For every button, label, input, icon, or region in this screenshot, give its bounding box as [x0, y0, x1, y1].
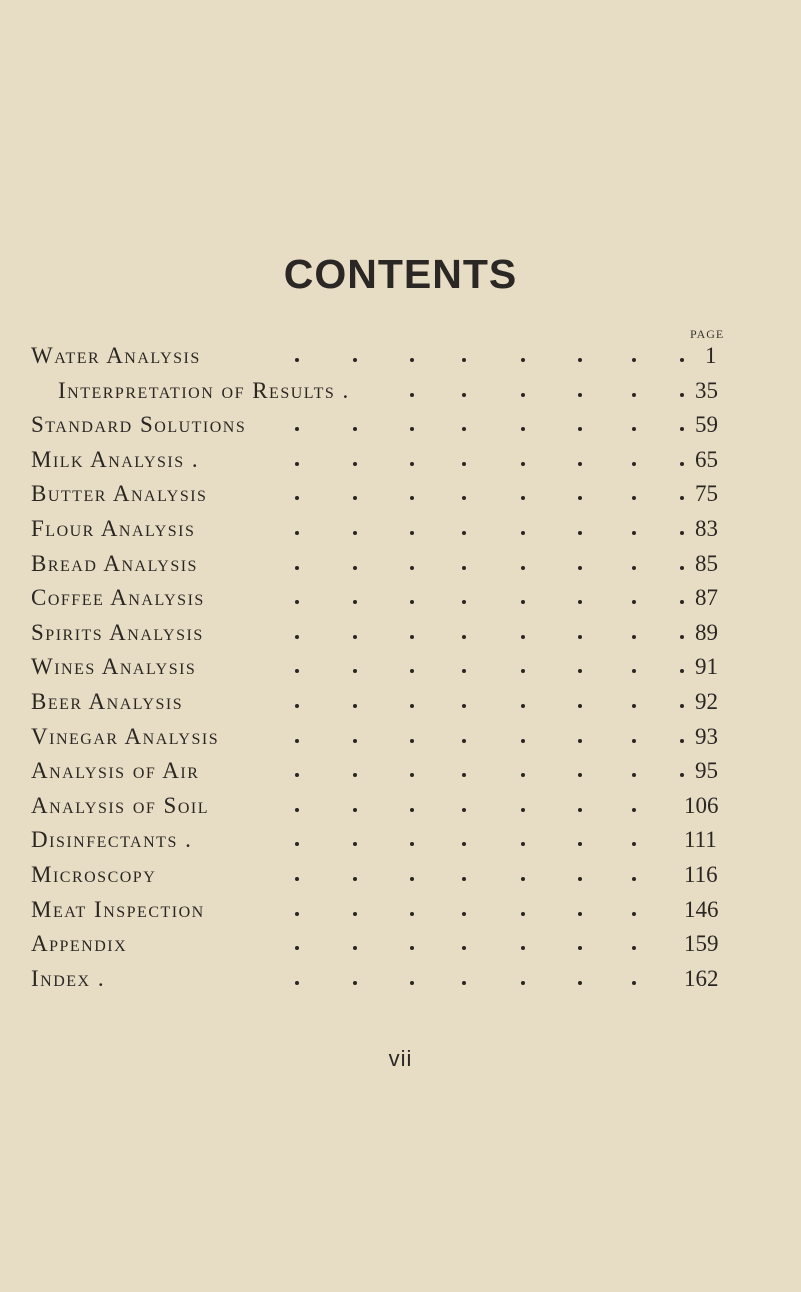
toc-entry-label: Index .	[31, 965, 106, 991]
leader-dot	[578, 669, 582, 673]
toc-entry-label: Appendix	[31, 931, 128, 957]
leader-dot	[578, 635, 582, 639]
leader-dot	[410, 704, 414, 708]
leader-dot	[410, 877, 414, 881]
leader-dot	[353, 808, 357, 812]
toc-entry	[0, 722, 801, 752]
leader-dot	[410, 773, 414, 777]
leader-dot	[295, 877, 299, 881]
toc-entry-page: 65	[695, 446, 718, 472]
leader-dot	[521, 912, 525, 916]
leader-dot	[578, 462, 582, 466]
leader-dot	[632, 808, 636, 812]
leader-dot	[410, 462, 414, 466]
leader-dot	[462, 912, 466, 916]
toc-entry-label: Flour Analysis	[31, 516, 196, 541]
leader-dot	[578, 600, 582, 604]
leader-dot	[462, 842, 466, 846]
dot-leader	[0, 687, 801, 717]
leader-dot	[462, 635, 466, 639]
leader-dot	[353, 981, 357, 985]
leader-dot	[521, 773, 525, 777]
leader-dot	[353, 773, 357, 777]
leader-dot	[295, 739, 299, 743]
leader-dot	[410, 808, 414, 812]
leader-dot	[578, 358, 582, 362]
leader-dot	[410, 739, 414, 743]
toc-entry-label: Butter Analysis	[31, 481, 208, 507]
toc-entry-page: 106	[684, 792, 719, 818]
dot-leader	[0, 791, 801, 821]
leader-dot	[680, 600, 684, 604]
leader-dot	[578, 773, 582, 777]
leader-dot	[632, 531, 636, 535]
toc-entry-label: Bread Analysis	[31, 550, 198, 576]
leader-dot	[295, 808, 299, 812]
leader-dot	[578, 393, 582, 397]
leader-dot	[632, 427, 636, 431]
toc-entry	[0, 756, 801, 786]
leader-dot	[632, 600, 636, 604]
toc-entry-page: 75	[695, 481, 718, 507]
leader-dot	[578, 946, 582, 950]
toc-entry	[0, 895, 801, 925]
leader-dot	[462, 704, 466, 708]
leader-dot	[578, 739, 582, 743]
toc-entry-label: Interpretation of Results .	[58, 377, 350, 403]
leader-dot	[680, 393, 684, 397]
leader-dot	[295, 981, 299, 985]
leader-dot	[680, 427, 684, 431]
leader-dot	[521, 739, 525, 743]
leader-dot	[462, 496, 466, 500]
toc-entry-page: 83	[695, 516, 718, 541]
leader-dot	[680, 669, 684, 673]
toc-entry-page: 89	[695, 619, 718, 645]
toc-entry-page: 87	[695, 585, 718, 611]
toc-entry-page: 1	[705, 343, 717, 368]
toc-entry-page: 59	[695, 412, 718, 438]
toc-entry	[0, 479, 801, 509]
toc-entry	[0, 514, 801, 544]
leader-dot	[295, 946, 299, 950]
leader-dot	[632, 358, 636, 362]
toc-entry-label: Wines Analysis	[31, 654, 197, 680]
toc-entry-label: Microscopy	[31, 862, 157, 887]
leader-dot	[295, 773, 299, 777]
dot-leader	[0, 549, 801, 579]
leader-dot	[353, 946, 357, 950]
leader-dot	[410, 946, 414, 950]
leader-dot	[521, 808, 525, 812]
leader-dot	[578, 566, 582, 570]
toc-entry-page: 93	[695, 723, 718, 749]
leader-dot	[521, 635, 525, 639]
leader-dot	[578, 981, 582, 985]
toc-entry	[0, 376, 801, 406]
leader-dot	[521, 462, 525, 466]
toc-entry	[0, 687, 801, 717]
leader-dot	[632, 981, 636, 985]
dot-leader	[0, 479, 801, 509]
leader-dot	[295, 531, 299, 535]
leader-dot	[521, 393, 525, 397]
toc-entry-page: 95	[695, 758, 718, 784]
toc-entry-label: Coffee Analysis	[31, 585, 205, 611]
leader-dot	[353, 877, 357, 881]
leader-dot	[632, 773, 636, 777]
leader-dot	[295, 358, 299, 362]
leader-dot	[680, 358, 684, 362]
leader-dot	[578, 842, 582, 846]
leader-dot	[578, 912, 582, 916]
leader-dot	[462, 427, 466, 431]
dot-leader	[0, 583, 801, 613]
leader-dot	[632, 739, 636, 743]
leader-dot	[680, 635, 684, 639]
toc-entry-label: Disinfectants .	[31, 827, 193, 853]
leader-dot	[632, 635, 636, 639]
leader-dot	[410, 531, 414, 535]
leader-dot	[680, 566, 684, 570]
leader-dot	[521, 600, 525, 604]
leader-dot	[462, 877, 466, 881]
dot-leader	[0, 860, 801, 890]
leader-dot	[353, 427, 357, 431]
toc-entry	[0, 929, 801, 959]
toc-entry-page: 92	[695, 689, 718, 714]
leader-dot	[353, 566, 357, 570]
leader-dot	[410, 566, 414, 570]
dot-leader	[0, 895, 801, 925]
leader-dot	[578, 531, 582, 535]
toc-entry	[0, 549, 801, 579]
leader-dot	[462, 393, 466, 397]
leader-dot	[680, 496, 684, 500]
toc-entry-page: 146	[684, 896, 719, 922]
toc-entry-label: Analysis of Soil	[31, 792, 209, 818]
leader-dot	[521, 496, 525, 500]
toc-entry-page: 116	[684, 862, 718, 887]
leader-dot	[462, 600, 466, 604]
leader-dot	[521, 842, 525, 846]
toc-entry-page: 111	[684, 827, 717, 853]
leader-dot	[462, 462, 466, 466]
leader-dot	[578, 427, 582, 431]
leader-dot	[410, 669, 414, 673]
dot-leader	[0, 376, 801, 406]
leader-dot	[632, 877, 636, 881]
leader-dot	[295, 669, 299, 673]
leader-dot	[410, 981, 414, 985]
leader-dot	[521, 531, 525, 535]
leader-dot	[521, 946, 525, 950]
toc-entry-page: 162	[684, 965, 719, 991]
leader-dot	[632, 946, 636, 950]
dot-leader	[0, 618, 801, 648]
leader-dot	[462, 669, 466, 673]
leader-dot	[410, 496, 414, 500]
leader-dot	[295, 704, 299, 708]
leader-dot	[578, 877, 582, 881]
leader-dot	[353, 496, 357, 500]
dot-leader	[0, 410, 801, 440]
page-column-label: PAGE	[690, 327, 725, 341]
toc-entry	[0, 618, 801, 648]
toc-entry	[0, 825, 801, 855]
leader-dot	[353, 531, 357, 535]
toc-entry	[0, 341, 801, 371]
dot-leader	[0, 964, 801, 994]
leader-dot	[521, 704, 525, 708]
toc-entry-label: Beer Analysis	[31, 689, 184, 714]
dot-leader	[0, 514, 801, 544]
toc-entry-label: Analysis of Air	[31, 758, 200, 784]
leader-dot	[680, 531, 684, 535]
leader-dot	[295, 600, 299, 604]
toc-entry	[0, 410, 801, 440]
leader-dot	[353, 704, 357, 708]
toc-entry	[0, 652, 801, 682]
dot-leader	[0, 929, 801, 959]
leader-dot	[462, 808, 466, 812]
leader-dot	[578, 496, 582, 500]
toc-entry-label: Meat Inspection	[31, 896, 205, 922]
leader-dot	[410, 842, 414, 846]
leader-dot	[632, 496, 636, 500]
leader-dot	[410, 635, 414, 639]
leader-dot	[462, 773, 466, 777]
toc-entry-label: Vinegar Analysis	[31, 723, 220, 749]
leader-dot	[680, 462, 684, 466]
leader-dot	[632, 704, 636, 708]
leader-dot	[462, 981, 466, 985]
leader-dot	[462, 946, 466, 950]
leader-dot	[462, 566, 466, 570]
leader-dot	[353, 739, 357, 743]
leader-dot	[295, 912, 299, 916]
dot-leader	[0, 722, 801, 752]
leader-dot	[680, 704, 684, 708]
contents-title: CONTENTS	[283, 251, 518, 297]
toc-entry-page: 91	[695, 654, 718, 680]
toc-entry-page: 35	[695, 377, 718, 403]
toc-entry	[0, 583, 801, 613]
leader-dot	[521, 981, 525, 985]
leader-dot	[521, 427, 525, 431]
leader-dot	[632, 669, 636, 673]
dot-leader	[0, 825, 801, 855]
leader-dot	[680, 773, 684, 777]
leader-dot	[295, 842, 299, 846]
leader-dot	[632, 842, 636, 846]
leader-dot	[521, 358, 525, 362]
dot-leader	[0, 445, 801, 475]
leader-dot	[353, 462, 357, 466]
leader-dot	[353, 600, 357, 604]
leader-dot	[353, 842, 357, 846]
toc-entry-page: 159	[684, 931, 719, 957]
leader-dot	[410, 600, 414, 604]
leader-dot	[410, 912, 414, 916]
toc-entry-label: Water Analysis	[31, 343, 201, 368]
leader-dot	[632, 393, 636, 397]
leader-dot	[295, 566, 299, 570]
toc-entry	[0, 445, 801, 475]
leader-dot	[578, 808, 582, 812]
dot-leader	[0, 652, 801, 682]
leader-dot	[521, 669, 525, 673]
leader-dot	[295, 635, 299, 639]
toc-entry-page: 85	[695, 550, 718, 576]
leader-dot	[632, 566, 636, 570]
toc-entry	[0, 860, 801, 890]
leader-dot	[295, 462, 299, 466]
leader-dot	[410, 393, 414, 397]
leader-dot	[353, 358, 357, 362]
leader-dot	[295, 427, 299, 431]
leader-dot	[295, 496, 299, 500]
leader-dot	[632, 912, 636, 916]
leader-dot	[462, 531, 466, 535]
leader-dot	[578, 704, 582, 708]
leader-dot	[353, 669, 357, 673]
toc-entry	[0, 791, 801, 821]
page-number: vii	[388, 1046, 413, 1071]
leader-dot	[680, 739, 684, 743]
dot-leader	[0, 341, 801, 371]
dot-leader	[0, 756, 801, 786]
toc-entry-label: Milk Analysis .	[31, 446, 200, 472]
leader-dot	[521, 877, 525, 881]
leader-dot	[410, 358, 414, 362]
toc-entry-label: Standard Solutions	[31, 412, 247, 438]
leader-dot	[353, 912, 357, 916]
leader-dot	[410, 427, 414, 431]
leader-dot	[462, 358, 466, 362]
toc-entry	[0, 964, 801, 994]
leader-dot	[632, 462, 636, 466]
leader-dot	[521, 566, 525, 570]
toc-entry-label: Spirits Analysis	[31, 619, 204, 645]
leader-dot	[462, 739, 466, 743]
leader-dot	[353, 635, 357, 639]
